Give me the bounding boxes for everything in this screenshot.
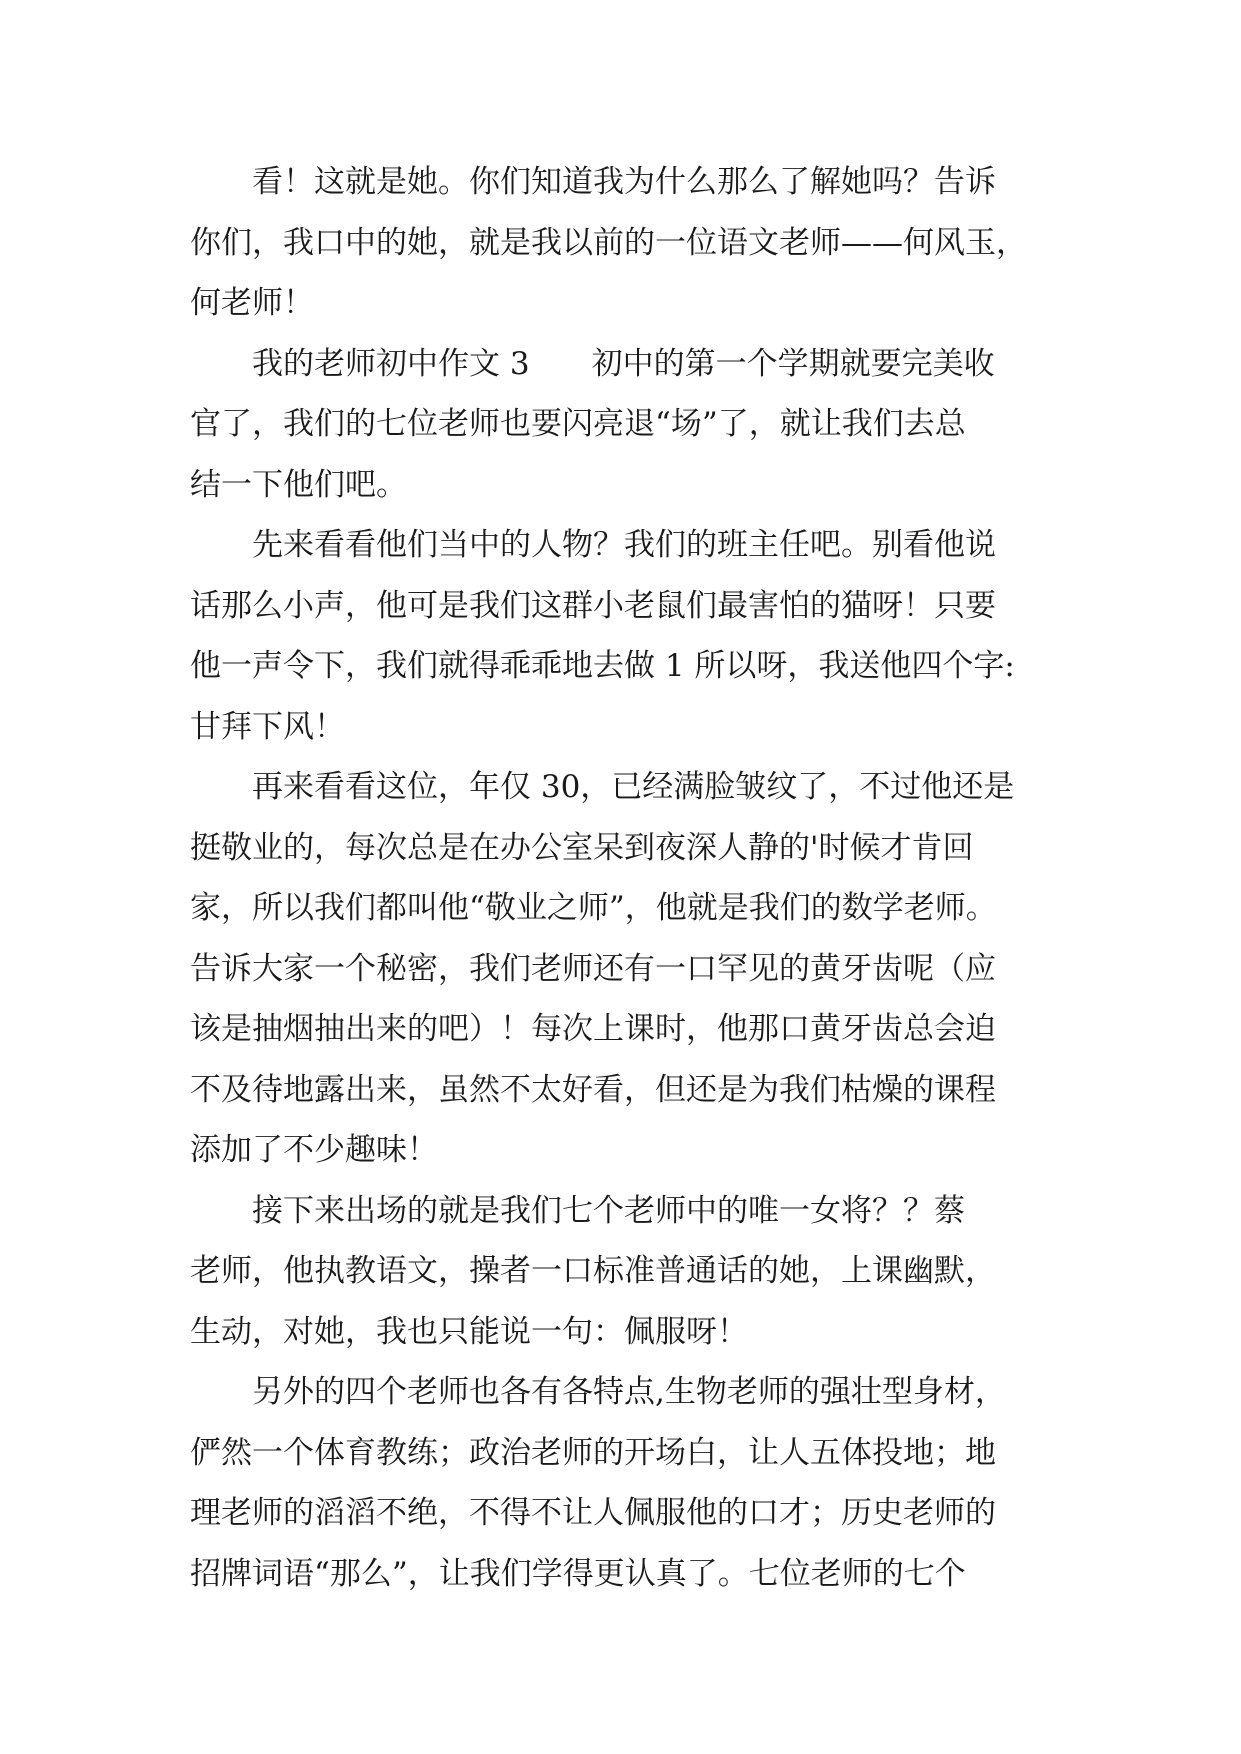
- text-line: 甘拜下风！: [190, 708, 345, 745]
- text-line: 先来看看他们当中的人物？我们的班主任吧。别看他说: [252, 527, 996, 563]
- text-line: 告诉大家一个秘密，我们老师还有一口罕见的黄牙齿呢（应: [190, 950, 996, 987]
- text-line: 话那么小声，他可是我们这群小老鼠们最害怕的猫呀！只要: [190, 587, 996, 624]
- text-line: 何老师！: [190, 285, 314, 321]
- text-line: 接下来出场的就是我们七个老师中的唯一女将？？蔡: [252, 1192, 965, 1229]
- text-line: 添加了不少趣味！: [190, 1132, 438, 1168]
- text-line: 你们，我口中的她，就是我以前的一位语文老师——何风玉，: [190, 224, 1027, 261]
- text-line: 生动，对她，我也只能说一句：佩服呀！: [190, 1313, 748, 1350]
- text-line: 理老师的滔滔不绝，不得不让人佩服他的口才；历史老师的: [190, 1495, 996, 1531]
- text-line: 不及待地露出来，虽然不太好看，但还是为我们枯燥的课程: [190, 1071, 996, 1108]
- text-line: 另外的四个老师也各有各特点,生物老师的强壮型身材，: [252, 1374, 1006, 1410]
- text-line: 我的老师初中作文 3 初中的第一个学期就要完美收: [252, 345, 995, 382]
- text-line: 他一声令下，我们就得乖乖地去做 1 所以呀，我送他四个字:: [190, 648, 1015, 684]
- text-line: 家，所以我们都叫他“敬业之师”，他就是我们的数学老师。: [190, 890, 997, 926]
- text-line: 再来看看这位，年仅 30，已经满脸皱纹了，不过他还是: [252, 769, 1015, 805]
- text-line: 老师，他执教语文，操者一口标准普通话的她，上课幽默，: [190, 1253, 996, 1289]
- text-line: 官了，我们的七位老师也要闪亮退“场”了，就让我们去总: [190, 406, 966, 442]
- text-line: 看！这就是她。你们知道我为什么那么了解她吗？告诉: [252, 164, 996, 200]
- text-line: 结一下他们吧。: [190, 466, 407, 503]
- text-line: 挺敬业的，每次总是在办公室呆到夜深人静的'时候才肯回: [190, 829, 974, 866]
- document-body: [190, 152, 1050, 1604]
- text-line: 招牌词语“那么”，让我们学得更认真了。七位老师的七个: [190, 1555, 966, 1592]
- text-line: 该是抽烟抽出来的吧）！每次上课时，他那口黄牙齿总会迫: [190, 1011, 996, 1047]
- text-line: 俨然一个体育教练；政治老师的开场白，让人五体投地；地: [190, 1434, 996, 1471]
